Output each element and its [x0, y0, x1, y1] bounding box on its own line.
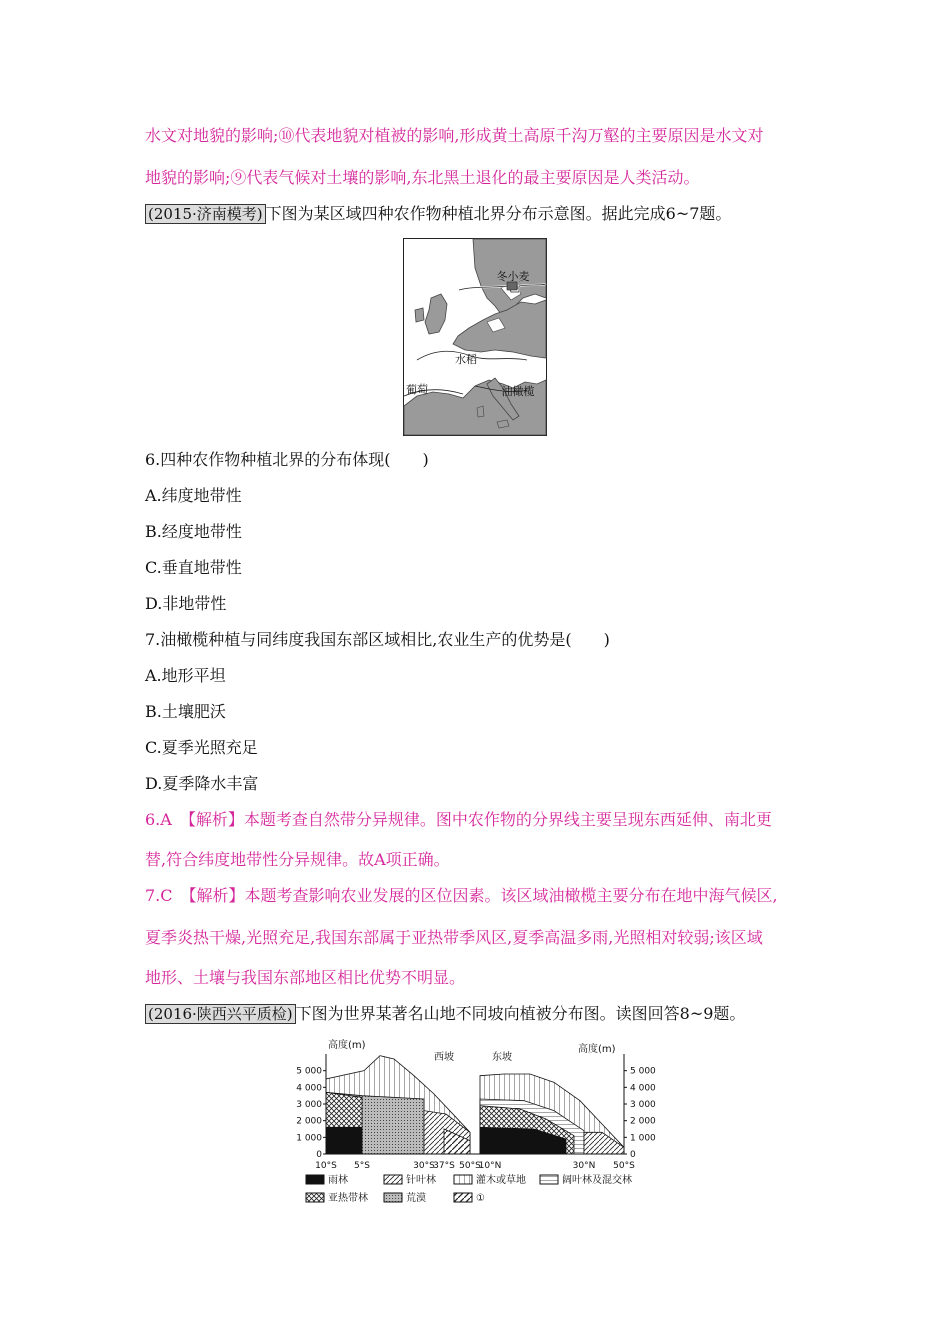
section2-header	[145, 1004, 810, 1024]
intro-line-1: 水文对地貌的影响;⑩代表地貌对植被的影响,形成黄土高原千沟万壑的主要原因是水文对	[145, 126, 764, 145]
legend-subtropical: 亚热带林	[328, 1193, 368, 1204]
y-tick-right: 5 000	[630, 1066, 656, 1077]
x-tick-west: 50°S	[459, 1161, 481, 1171]
x-tick-west: 5°S	[354, 1161, 370, 1171]
ylabel-left: 高度(m)	[328, 1040, 366, 1051]
x-tick-west: 10°S	[315, 1161, 337, 1171]
y-tick-right: 3 000	[630, 1100, 656, 1110]
section2-text: 下图为世界某著名山地不同坡向植被分布图。读图回答8~9题。	[295, 1004, 746, 1023]
ylabel-right: 高度(m)	[578, 1044, 616, 1055]
panel-west-label: 西坡	[434, 1052, 454, 1063]
intro-line-2: 地貌的影响;⑨代表气候对土壤的影响,东北黑土退化的最主要原因是人类活动。	[145, 168, 700, 187]
q6-option-b: B.经度地带性	[145, 522, 242, 541]
section1-text: 下图为某区域四种农作物种植北界分布示意图。据此完成6~7题。	[265, 204, 732, 223]
answer7-text-1: 本题考查影响农业发展的区位因素。该区域油橄榄主要分布在地中海气候区,	[244, 886, 778, 905]
x-tick-west: 37°S	[433, 1161, 455, 1171]
q6-stem: 6.四种农作物种植北界的分布体现( )	[145, 450, 429, 469]
answer7-line-3: 地形、土壤与我国东部地区相比优势不明显。	[145, 968, 466, 987]
q7-option-a: A.地形平坦	[145, 666, 226, 685]
q7-option-b: B.土壤肥沃	[145, 702, 226, 721]
y-tick-left: 0	[316, 1150, 322, 1160]
legend-broadleaf: 阔叶林及混交林	[562, 1175, 632, 1186]
q6-option-c: C.垂直地带性	[145, 558, 242, 577]
answer7-line-2: 夏季炎热干燥,光照充足,我国东部属于亚热带季风区,夏季高温多雨,光照相对较弱;该区域	[145, 928, 763, 947]
x-tick-east: 30°N	[572, 1161, 596, 1171]
legend-swatch-desert	[384, 1193, 402, 1202]
legend-one: ①	[476, 1193, 485, 1204]
y-tick-left: 5 000	[296, 1066, 322, 1077]
legend-swatch-broadleaf	[540, 1175, 558, 1184]
legend-rainforest: 雨林	[328, 1175, 348, 1186]
answer6-line-2: 替,符合纬度地带性分异规律。故A项正确。	[145, 850, 450, 869]
y-tick-left: 3 000	[296, 1100, 322, 1110]
answer7-label: 7.C 【解析】	[145, 886, 245, 905]
legend-swatch-one	[454, 1193, 472, 1202]
map-label-olive: 油橄榄	[501, 385, 535, 398]
q7-option-d: D.夏季降水丰富	[145, 774, 259, 793]
west-rainforest-band	[326, 1127, 362, 1154]
q7-stem: 7.油橄榄种植与同纬度我国东部区域相比,农业生产的优势是( )	[145, 630, 610, 649]
crop-boundary-map	[403, 238, 547, 436]
answer6-label: 6.A 【解析】	[145, 810, 244, 829]
answer6-line-1	[145, 810, 810, 830]
legend-swatch-shrub	[454, 1175, 472, 1184]
y-tick-left: 2 000	[296, 1116, 322, 1127]
x-tick-east: 50°S	[613, 1161, 635, 1171]
source-tag-2: (2016·陕西兴平质检)	[145, 1004, 296, 1024]
vegetation-slope-chart	[284, 1036, 668, 1216]
map-label-rice: 水稻	[455, 353, 477, 366]
east-conifer-band	[584, 1132, 624, 1154]
x-tick-east: 10°N	[478, 1161, 502, 1171]
legend-swatch-subtropical	[306, 1193, 324, 1202]
map-label-grape: 葡萄	[406, 383, 428, 396]
y-tick-right: 1 000	[630, 1133, 656, 1144]
map-label-wheat: 冬小麦	[496, 270, 530, 283]
y-tick-right: 0	[630, 1150, 636, 1160]
legend-desert: 荒漠	[406, 1193, 426, 1204]
y-tick-left: 1 000	[296, 1133, 322, 1144]
x-tick-west: 30°S	[413, 1161, 435, 1171]
legend-swatch-rainforest	[306, 1175, 324, 1184]
q6-option-d: D.非地带性	[145, 594, 227, 613]
y-tick-right: 2 000	[630, 1116, 656, 1127]
legend-shrub: 灌木或草地	[476, 1175, 526, 1186]
answer6-text-1: 本题考查自然带分异规律。图中农作物的分界线主要呈现东西延伸、南北更	[243, 810, 772, 829]
y-tick-left: 4 000	[296, 1083, 322, 1094]
legend-swatch-conifer	[384, 1175, 402, 1184]
legend-conifer: 针叶林	[406, 1175, 436, 1186]
y-tick-right: 4 000	[630, 1083, 656, 1094]
section1-header	[145, 204, 810, 224]
answer7-line-1	[145, 886, 810, 906]
q6-option-a: A.纬度地带性	[145, 486, 242, 505]
q7-option-c: C.夏季光照充足	[145, 738, 258, 757]
panel-east-label: 东坡	[492, 1052, 512, 1063]
source-tag: (2015·济南模考)	[145, 204, 266, 224]
